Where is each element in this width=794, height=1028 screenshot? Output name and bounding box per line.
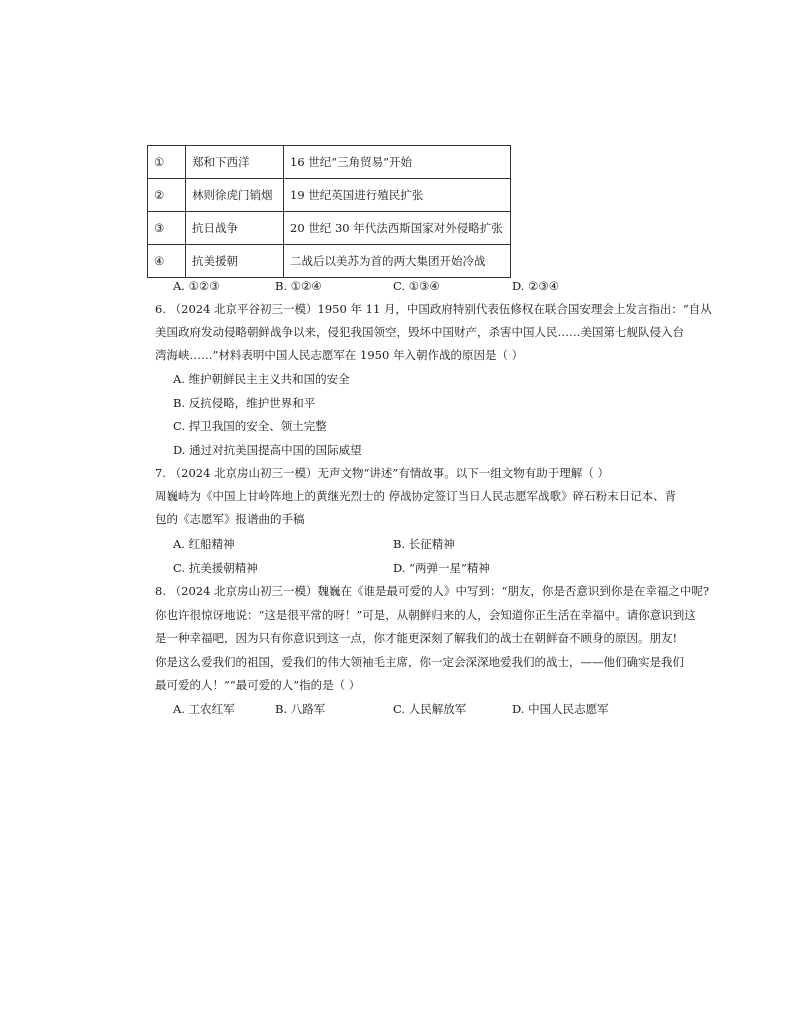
row-number: ① [148, 146, 186, 179]
q8-option-a[interactable]: A. 工农红军 [173, 702, 235, 716]
q8-stem-line: 8. （2024 北京房山初三一模）魏巍在《谁是最可爱的人》中写到：“朋友，你是否意识到你是在幸福之中呢? [155, 584, 710, 598]
q6-option-a[interactable]: A. 维护朝鲜民主主义共和国的安全 [173, 372, 350, 386]
event-cell: 抗美援朝 [186, 245, 284, 278]
background-cell: 20 世纪 30 年代法西斯国家对外侵略扩张 [284, 212, 511, 245]
q8-stem-line: 你是这么爱我们的祖国，爱我们的伟大领袖毛主席，你一定会深深地爱我们的战士，——他们确实是我们 [155, 655, 684, 669]
row-number: ④ [148, 245, 186, 278]
row-number: ② [148, 179, 186, 212]
q8-option-d[interactable]: D. 中国人民志愿军 [512, 702, 609, 716]
q8-stem-line: 最可爱的人！”“最可爱的人”指的是（ ） [155, 678, 361, 692]
q8-option-c[interactable]: C. 人民解放军 [393, 702, 467, 716]
event-cell: 郑和下西洋 [186, 146, 284, 179]
table-row [148, 179, 511, 212]
q7-option-c[interactable]: C. 抗美援朝精神 [173, 561, 258, 575]
option-d[interactable]: D. ②③④ [512, 279, 560, 293]
q6-option-c[interactable]: C. 捍卫我国的安全、领土完整 [173, 419, 327, 433]
q8-stem-line: 是一种幸福吧，因为只有你意识到这一点，你才能更深刻了解我们的战士在朝鲜奋不顾身的原因。朋友! [155, 631, 678, 645]
q7-option-d[interactable]: D. “两弹一星”精神 [393, 561, 490, 575]
q8-option-b[interactable]: B. 八路军 [275, 702, 326, 716]
q6-option-b[interactable]: B. 反抗侵略，维护世界和平 [173, 396, 316, 410]
option-a[interactable]: A. ①②③ [173, 279, 220, 293]
q7-stem-line: 7. （2024 北京房山初三一模）无声文物“讲述”有情故事。以下一组文物有助于理解（ ） [155, 466, 609, 480]
q6-option-d[interactable]: D. 通过对抗美国提高中国的国际威望 [173, 443, 362, 457]
option-c[interactable]: C. ①③④ [393, 279, 440, 293]
background-cell: 二战后以美苏为首的两大集团开始冷战 [284, 245, 511, 278]
q7-stem-line: 包的《志愿军》报谱曲的手稿 [155, 512, 305, 526]
event-cell: 林则徐虎门销烟 [186, 179, 284, 212]
q7-option-a[interactable]: A. 红船精神 [173, 537, 235, 551]
q7-stem-line: 周巍峙为《中国上甘岭阵地上的黄继光烈士的 停战协定签订当日人民志愿军战歌》碎石粉末日记本、背 [155, 489, 677, 503]
table-row [148, 212, 511, 245]
q6-stem-line: 美国政府发动侵略朝鲜战争以来，侵犯我国领空，毁坏中国财产，杀害中国人民……美国第七舰队侵入台 [155, 325, 684, 339]
option-b[interactable]: B. ①②④ [275, 279, 322, 293]
background-cell: 19 世纪英国进行殖民扩张 [284, 179, 511, 212]
q7-option-b[interactable]: B. 长征精神 [393, 537, 455, 551]
q6-stem-line: 6. （2024 北京平谷初三一模）1950 年 11 月，中国政府特别代表伍修权在联合国安理会上发言指出：“自从 [155, 302, 712, 316]
event-cell: 抗日战争 [186, 212, 284, 245]
table-row [148, 245, 511, 278]
row-number: ③ [148, 212, 186, 245]
table-row [148, 146, 511, 179]
background-cell: 16 世纪“三角贸易”开始 [284, 146, 511, 179]
event-background-table [147, 145, 511, 278]
q6-stem-line: 湾海峡……”材料表明中国人民志愿军在 1950 年入朝作战的原因是（ ） [155, 348, 524, 362]
q8-stem-line: 你也许很惊讶地说：“这是很平常的呀！”可是，从朝鲜归来的人，会知道你正生活在幸福中。请你意识到这 [155, 608, 696, 622]
